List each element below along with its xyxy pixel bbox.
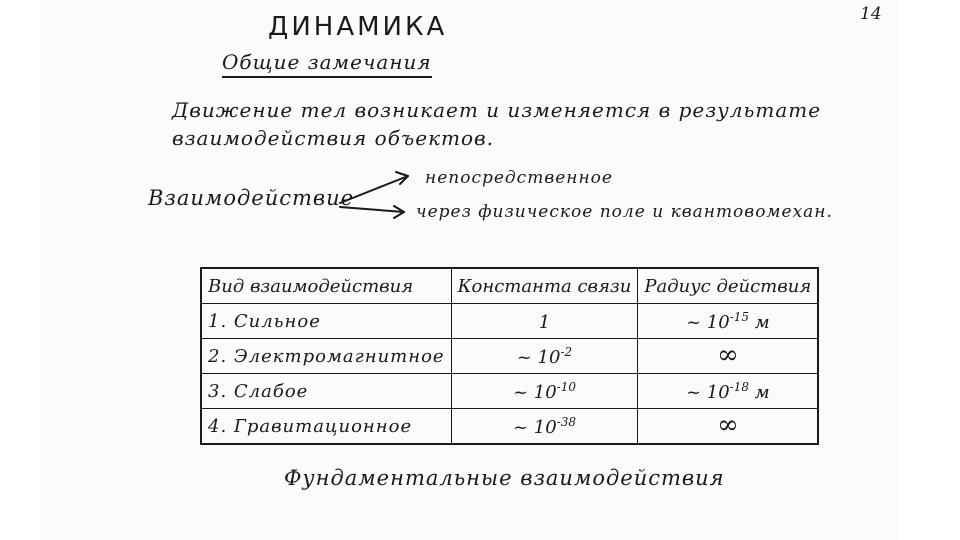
cell-radius: ~ $10^{-18}$ м (638, 374, 818, 409)
cell-radius: ∞ (638, 409, 818, 445)
header-type: Вид взаимодействия (201, 268, 451, 304)
table-header-row (201, 268, 818, 304)
header-constant: Константа связи (451, 268, 638, 304)
table-row (201, 409, 818, 445)
cell-type: 2. Электромагнитное (201, 339, 451, 374)
cell-radius: ∞ (638, 339, 818, 374)
table-row (201, 374, 818, 409)
cell-type: 1. Сильное (201, 304, 451, 339)
branch-direct: непосредственное (425, 168, 613, 188)
page-title: ДИНАМИКА (268, 12, 448, 42)
interaction-label: Взаимодействие (148, 186, 355, 210)
branch-field: через физическое поле и квантовомехан. (416, 202, 833, 222)
cell-constant: ~ $10^{-38}$ (451, 409, 638, 445)
table-caption: Фундаментальные взаимодействия (284, 466, 725, 490)
intro-line-2: взаимодействия объектов. (172, 126, 495, 150)
section-subtitle: Общие замечания (222, 50, 432, 78)
cell-constant: ~ $10^{-2}$ (451, 339, 638, 374)
table-row (201, 304, 818, 339)
cell-type: 4. Гравитационное (201, 409, 451, 445)
intro-line-1: Движение тел возникает и изменяется в результате (172, 98, 822, 122)
page-number: 14 (860, 4, 882, 24)
cell-type: 3. Слабое (201, 374, 451, 409)
table-row (201, 339, 818, 374)
header-radius: Радиус действия (638, 268, 818, 304)
cell-constant: 1 (451, 304, 638, 339)
intro-paragraph (172, 96, 821, 152)
cell-radius: ~ $10^{-15}$ м (638, 304, 818, 339)
cell-constant: ~ $10^{-10}$ (451, 374, 638, 409)
interactions-table (200, 267, 819, 445)
